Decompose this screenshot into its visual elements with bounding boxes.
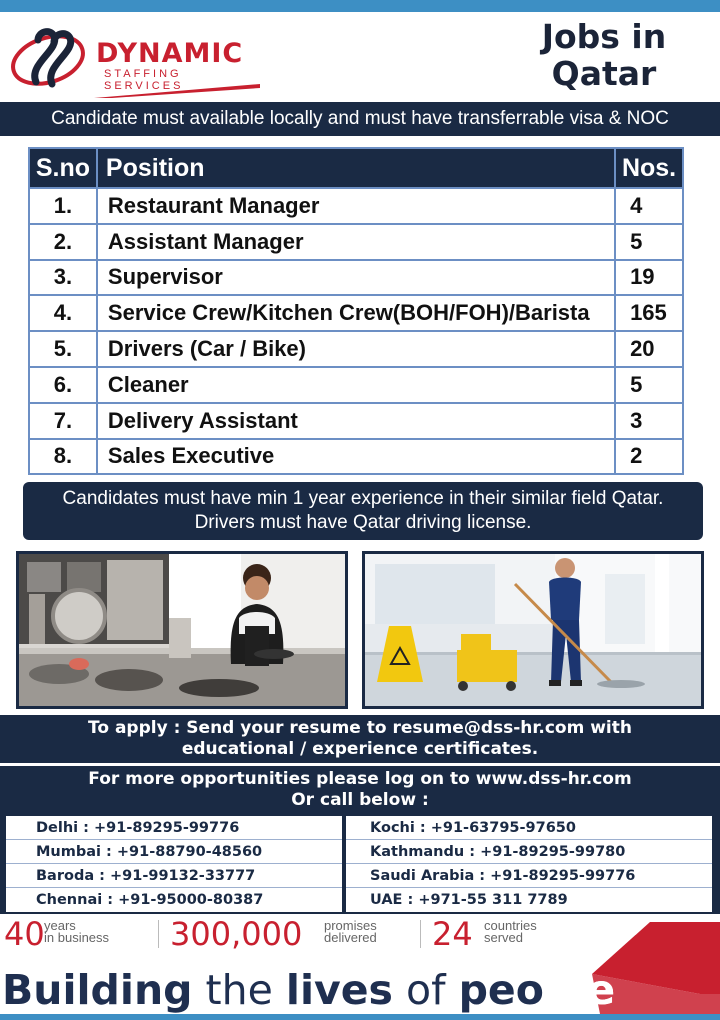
contacts-left-column (6, 816, 342, 912)
jobs-table (28, 147, 684, 475)
table-row (29, 367, 683, 403)
stat-number: 300,000 (170, 915, 303, 953)
table-row (29, 439, 683, 475)
row-sno: 3. (29, 260, 97, 296)
row-nos: 5 (615, 224, 683, 260)
row-sno: 2. (29, 224, 97, 260)
contacts-right-column (346, 816, 712, 912)
contact-item: Delhi : +91-89295-99776 (6, 816, 342, 840)
apply-line2: educational / experience certificates. (181, 739, 539, 759)
apply-line1: To apply : Send your resume to resume@dss-hr.com with (88, 718, 632, 738)
row-position: Supervisor (97, 260, 615, 296)
row-nos: 4 (615, 188, 683, 224)
slogan-word-part: ple (543, 966, 616, 1014)
table-row (29, 403, 683, 439)
experience-note (23, 482, 703, 540)
table-header-row (29, 148, 683, 188)
stat-label-line1: countries (484, 918, 537, 933)
row-nos: 19 (615, 260, 683, 296)
kitchen-chef-photo (16, 551, 348, 709)
row-position: Restaurant Manager (97, 188, 615, 224)
footer-slogan (2, 966, 615, 1014)
row-position: Delivery Assistant (97, 403, 615, 439)
row-sno: 4. (29, 295, 97, 331)
table-row (29, 224, 683, 260)
slogan-word: of (405, 966, 446, 1014)
row-sno: 6. (29, 367, 97, 403)
row-nos: 2 (615, 439, 683, 475)
stat-separator (420, 920, 421, 948)
page-title (524, 18, 684, 92)
row-nos: 5 (615, 367, 683, 403)
contacts-section (0, 814, 720, 914)
header-position: Position (97, 148, 615, 188)
slogan-word-part: peo (458, 966, 544, 1014)
contact-item: Mumbai : +91-88790-48560 (6, 840, 342, 864)
row-sno: 7. (29, 403, 97, 439)
stat-number: 24 (432, 915, 473, 953)
stat-label (484, 920, 537, 944)
note-line1: Candidates must have min 1 year experience in their similar field Qatar. (62, 488, 664, 509)
opportunities-banner (0, 766, 720, 814)
row-nos: 165 (615, 295, 683, 331)
table-row (29, 295, 683, 331)
row-sno: 8. (29, 439, 97, 475)
logo-name: DYNAMIC (96, 38, 244, 69)
opportunities-line2: Or call below : (291, 790, 429, 810)
contact-item: Saudi Arabia : +91-89295-99776 (346, 864, 712, 888)
stat-label-line2: in business (44, 930, 110, 945)
stat-label-line1: years (44, 918, 76, 933)
contact-item: UAE : +971-55 311 7789 (370, 892, 568, 908)
row-nos: 20 (615, 331, 683, 367)
contact-item: Kathmandu : +91-89295-99780 (346, 840, 712, 864)
header-sno: S.no (29, 148, 97, 188)
stat-number: 40 (4, 915, 45, 953)
row-position: Drivers (Car / Bike) (97, 331, 615, 367)
footer (0, 914, 720, 1020)
company-logo (8, 20, 258, 100)
table-row (29, 331, 683, 367)
opportunities-line1: For more opportunities please log on to www.dss-hr.com (88, 769, 632, 789)
contact-item: Chennai : +91-95000-80387 (36, 892, 264, 908)
header (0, 12, 720, 102)
logo-ds-mark-icon (8, 24, 94, 94)
logo-swoosh-icon (92, 80, 262, 100)
contact-item: Baroda : +91-99132-33777 (6, 864, 342, 888)
row-position: Service Crew/Kitchen Crew(BOH/FOH)/Barista (97, 295, 615, 331)
row-sno: 5. (29, 331, 97, 367)
slogan-word (459, 966, 616, 1014)
row-position: Sales Executive (97, 439, 615, 475)
row-sno: 1. (29, 188, 97, 224)
stat-separator (158, 920, 159, 948)
contact-item: Kochi : +91-63795-97650 (346, 816, 712, 840)
cleaner-mopping-photo (362, 551, 704, 709)
stat-label-line2: delivered (324, 930, 377, 945)
requirement-banner: Candidate must available locally and must have transferrable visa & NOC (0, 102, 720, 136)
slogan-word: lives (285, 966, 393, 1014)
title-line2: Qatar (551, 54, 657, 93)
logo-tagline: STAFFING SERVICES (104, 68, 184, 92)
note-line2: Drivers must have Qatar driving license. (194, 512, 532, 533)
table-row (29, 188, 683, 224)
apply-instructions (0, 715, 720, 763)
stat-promises (170, 916, 420, 952)
stat-years (4, 916, 154, 952)
header-nos: Nos. (615, 148, 683, 188)
stat-label (44, 920, 109, 944)
top-stripe (0, 0, 720, 12)
table-row (29, 260, 683, 296)
row-position: Cleaner (97, 367, 615, 403)
stat-label (324, 920, 377, 944)
stat-label-line1: promises (324, 918, 377, 933)
bottom-stripe (0, 1014, 720, 1020)
stat-countries (432, 916, 582, 952)
row-nos: 3 (615, 403, 683, 439)
row-position: Assistant Manager (97, 224, 615, 260)
title-line1: Jobs in (541, 17, 667, 56)
slogan-word: Building (2, 966, 193, 1014)
slogan-word: the (205, 966, 273, 1014)
stat-label-line2: served (484, 930, 524, 945)
